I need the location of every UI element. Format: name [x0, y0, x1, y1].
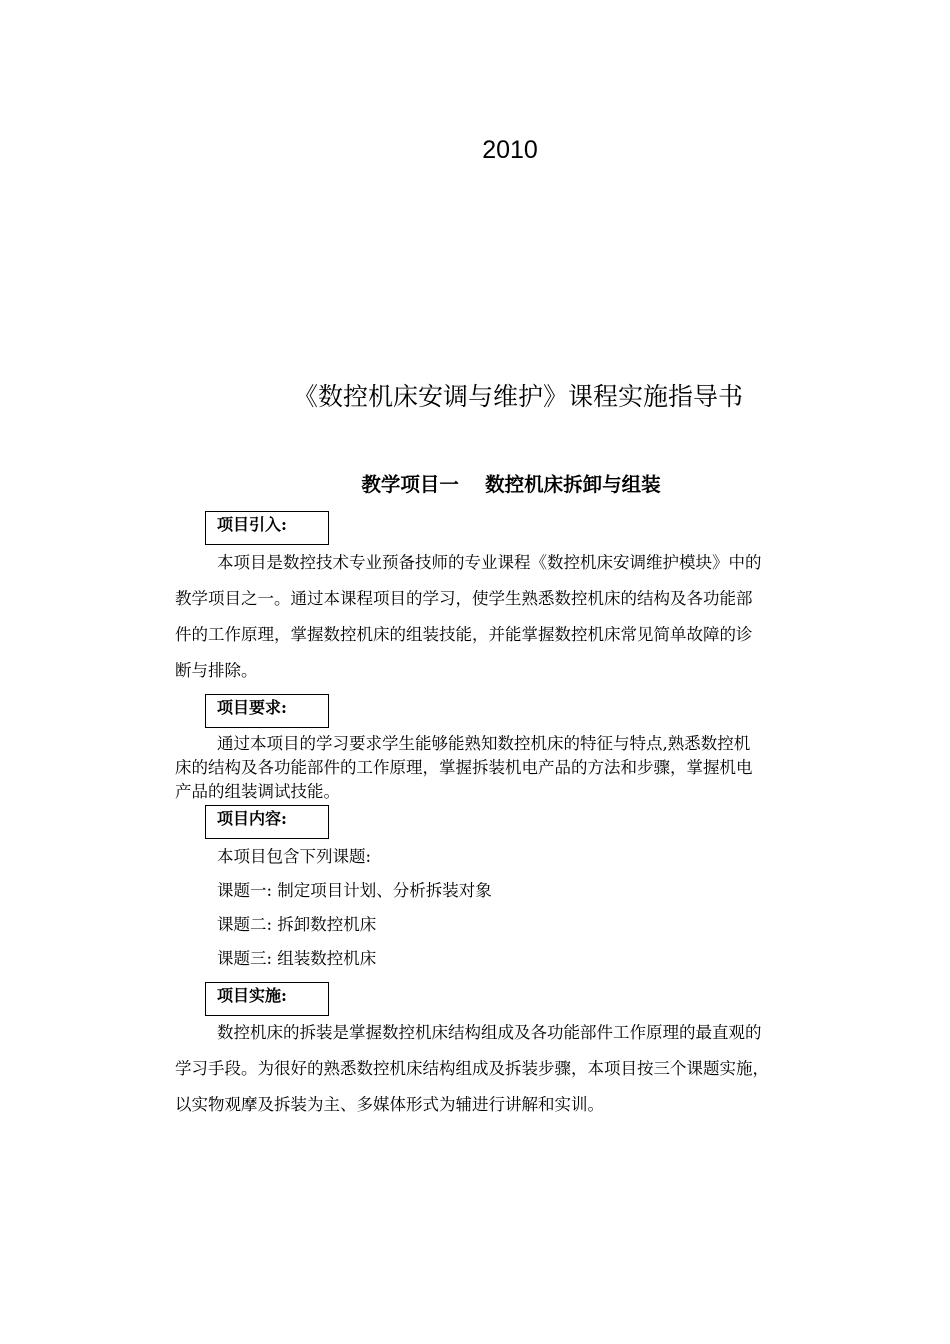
section-label-intro: 项目引入: [205, 511, 329, 545]
intro-line: 教学项目之一。通过本课程项目的学习，使学生熟悉数控机床的结构及各功能部 [175, 589, 753, 608]
implementation-line: 数控机床的拆装是掌握数控机床结构组成及各功能部件工作原理的最直观的 [217, 1023, 762, 1042]
content-topic-item: 课题三: 组装数控机床 [217, 949, 377, 968]
section-label-implementation: 项目实施: [205, 982, 329, 1016]
section-label-content: 项目内容: [205, 805, 329, 839]
content-intro-line: 本项目包含下列课题: [217, 847, 372, 866]
intro-line: 断与排除。 [175, 661, 258, 680]
intro-line: 本项目是数控技术专业预备技师的专业课程《数控机床安调维护模块》中的 [217, 553, 762, 572]
implementation-line: 学习手段。为很好的熟悉数控机床结构组成及拆装步骤，本项目按三个课题实施， [175, 1059, 769, 1078]
intro-paragraph [175, 545, 865, 689]
document-title: 《数控机床安调与维护》课程实施指导书 [292, 382, 743, 411]
requirements-paragraph [175, 732, 865, 804]
project-heading: 教学项目一 数控机床拆卸与组装 [361, 473, 661, 496]
implementation-paragraph [175, 1015, 865, 1123]
intro-line: 件的工作原理，掌握数控机床的组装技能，并能掌握数控机床常见简单故障的诊 [175, 625, 753, 644]
content-topic-item: 课题一: 制定项目计划、分析拆装对象 [217, 881, 492, 900]
section-label-requirements: 项目要求: [205, 694, 329, 728]
requirements-line: 产品的组装调试技能。 [175, 782, 340, 801]
requirements-line: 通过本项目的学习要求学生能够能熟知数控机床的特征与特点,熟悉数控机 [217, 734, 751, 753]
document-year: 2010 [482, 136, 538, 164]
requirements-line: 床的结构及各功能部件的工作原理，掌握拆装机电产品的方法和步骤，掌握机电 [175, 758, 753, 777]
implementation-line: 以实物观摩及拆装为主、多媒体形式为辅进行讲解和实训。 [175, 1095, 604, 1114]
content-topic-item: 课题二: 拆卸数控机床 [217, 915, 377, 934]
